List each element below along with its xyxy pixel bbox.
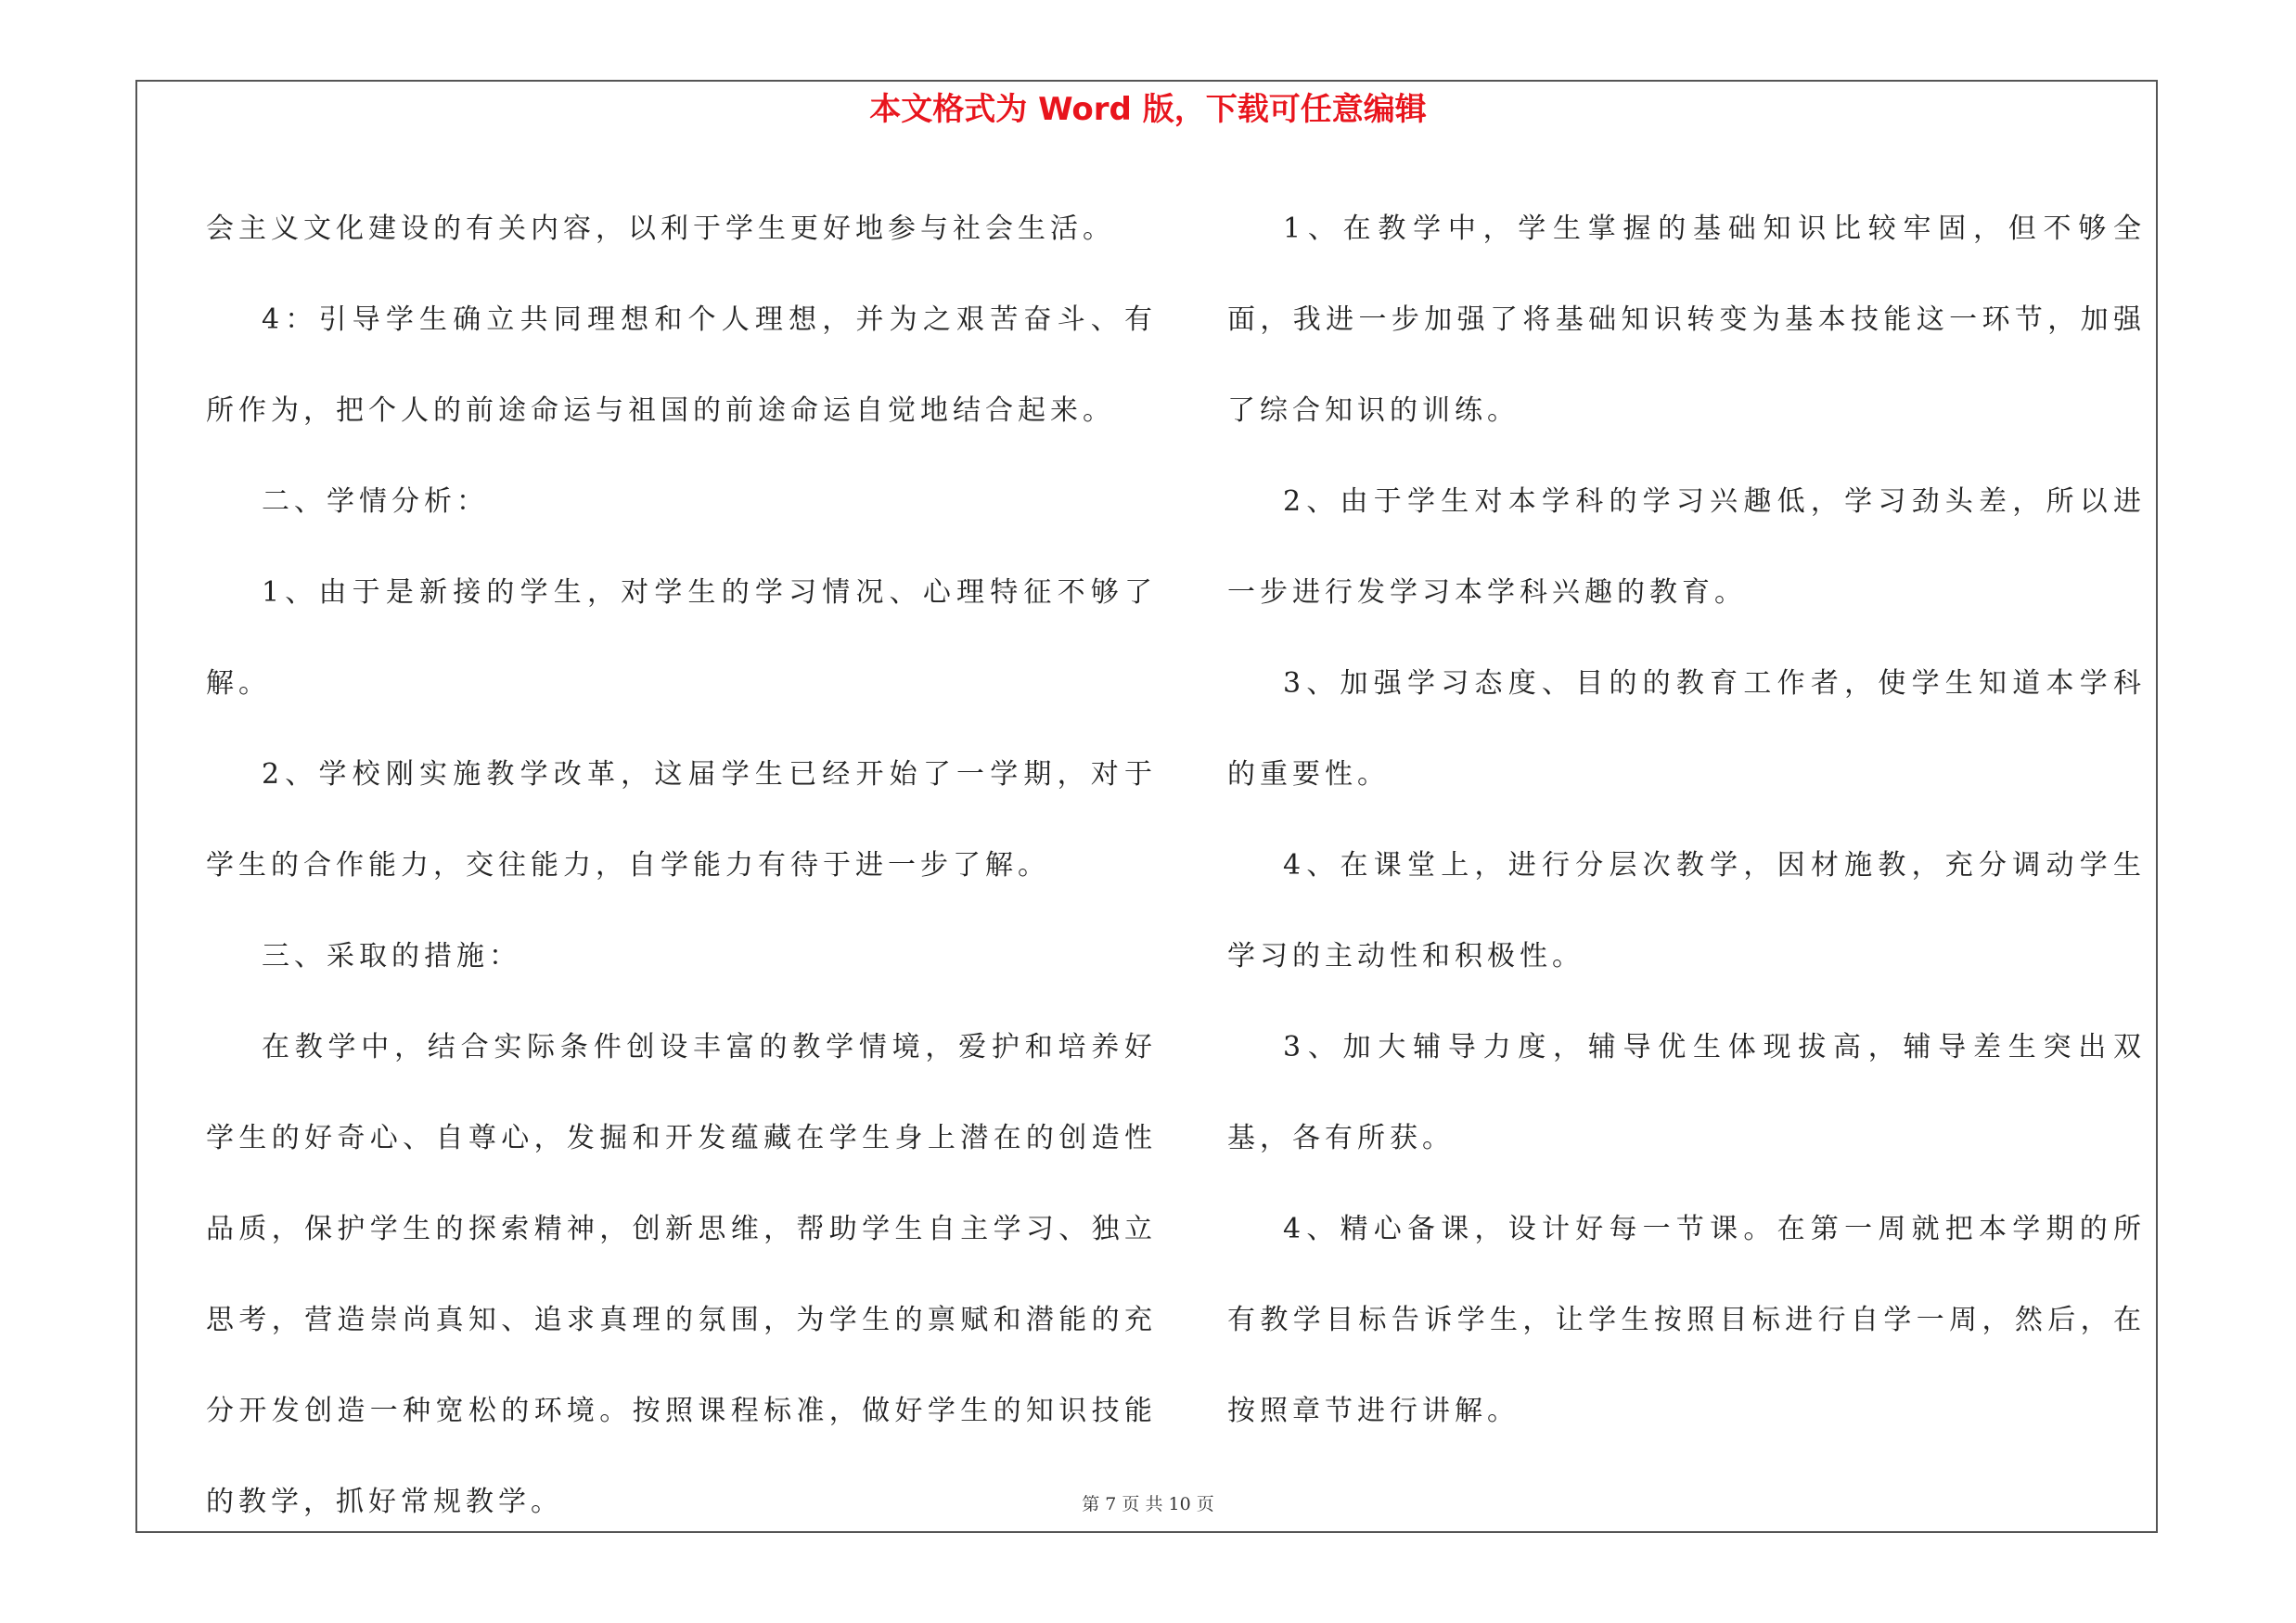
section-heading: 三、采取的措施： <box>262 940 521 973</box>
page-number-footer: 第 7 页 共 10 页 <box>1082 1494 1214 1514</box>
paragraph: 3、加大辅导力度，辅导优生体现拔高，辅导差生突出双基，各有所获。 <box>1227 1031 2146 1154</box>
left-text-column <box>206 184 1157 1548</box>
paragraph: 4、精心备课，设计好每一节课。在第一周就把本学期的所有教学目标告诉学生，让学生按照目标进行自学一周，然后，在按照章节进行讲解。 <box>1227 1213 2146 1427</box>
paragraph: 在教学中，结合实际条件创设丰富的教学情境，爱护和培养好学生的好奇心、自尊心，发掘和开发蕴藏在学生身上潜在的创造性品质，保护学生的探索精神，创新思维，帮助学生自主学习、独立思考，营造崇尚真知、追求真理的氛围，为学生的禀赋和潜能的充分开发创造一种宽松的环境。按照课程标准，做好学生的知识技能的教学，抓好常规教学。 <box>206 1031 1157 1518</box>
paragraph: 2、学校刚实施教学改革，这届学生已经开始了一学期，对于学生的合作能力，交往能力，自学能力有待于进一步了解。 <box>206 758 1157 882</box>
paragraph: 1、由于是新接的学生，对学生的学习情况、心理特征不够了解。 <box>206 576 1157 700</box>
paragraph: 4：引导学生确立共同理想和个人理想，并为之艰苦奋斗、有所作为，把个人的前途命运与祖国的前途命运自觉地结合起来。 <box>206 303 1157 427</box>
paragraph: 1、在教学中，学生掌握的基础知识比较牢固，但不够全面，我进一步加强了将基础知识转变为基本技能这一环节，加强了综合知识的训练。 <box>1227 213 2146 427</box>
section-heading: 二、学情分析： <box>262 485 489 518</box>
paragraph: 2、由于学生对本学科的学习兴趣低，学习劲头差，所以进一步进行发学习本学科兴趣的教育。 <box>1227 485 2146 609</box>
paragraph: 3、加强学习态度、目的的教育工作者，使学生知道本学科的重要性。 <box>1227 667 2146 791</box>
right-text-column <box>1227 184 2146 1457</box>
paragraph-continuation: 会主义文化建设的有关内容，以利于学生更好地参与社会生活。 <box>206 213 1115 245</box>
paragraph: 4、在课堂上，进行分层次教学，因材施教，充分调动学生学习的主动性和积极性。 <box>1227 849 2146 973</box>
word-format-banner: 本文格式为 Word 版，下载可任意编辑 <box>869 91 1427 128</box>
